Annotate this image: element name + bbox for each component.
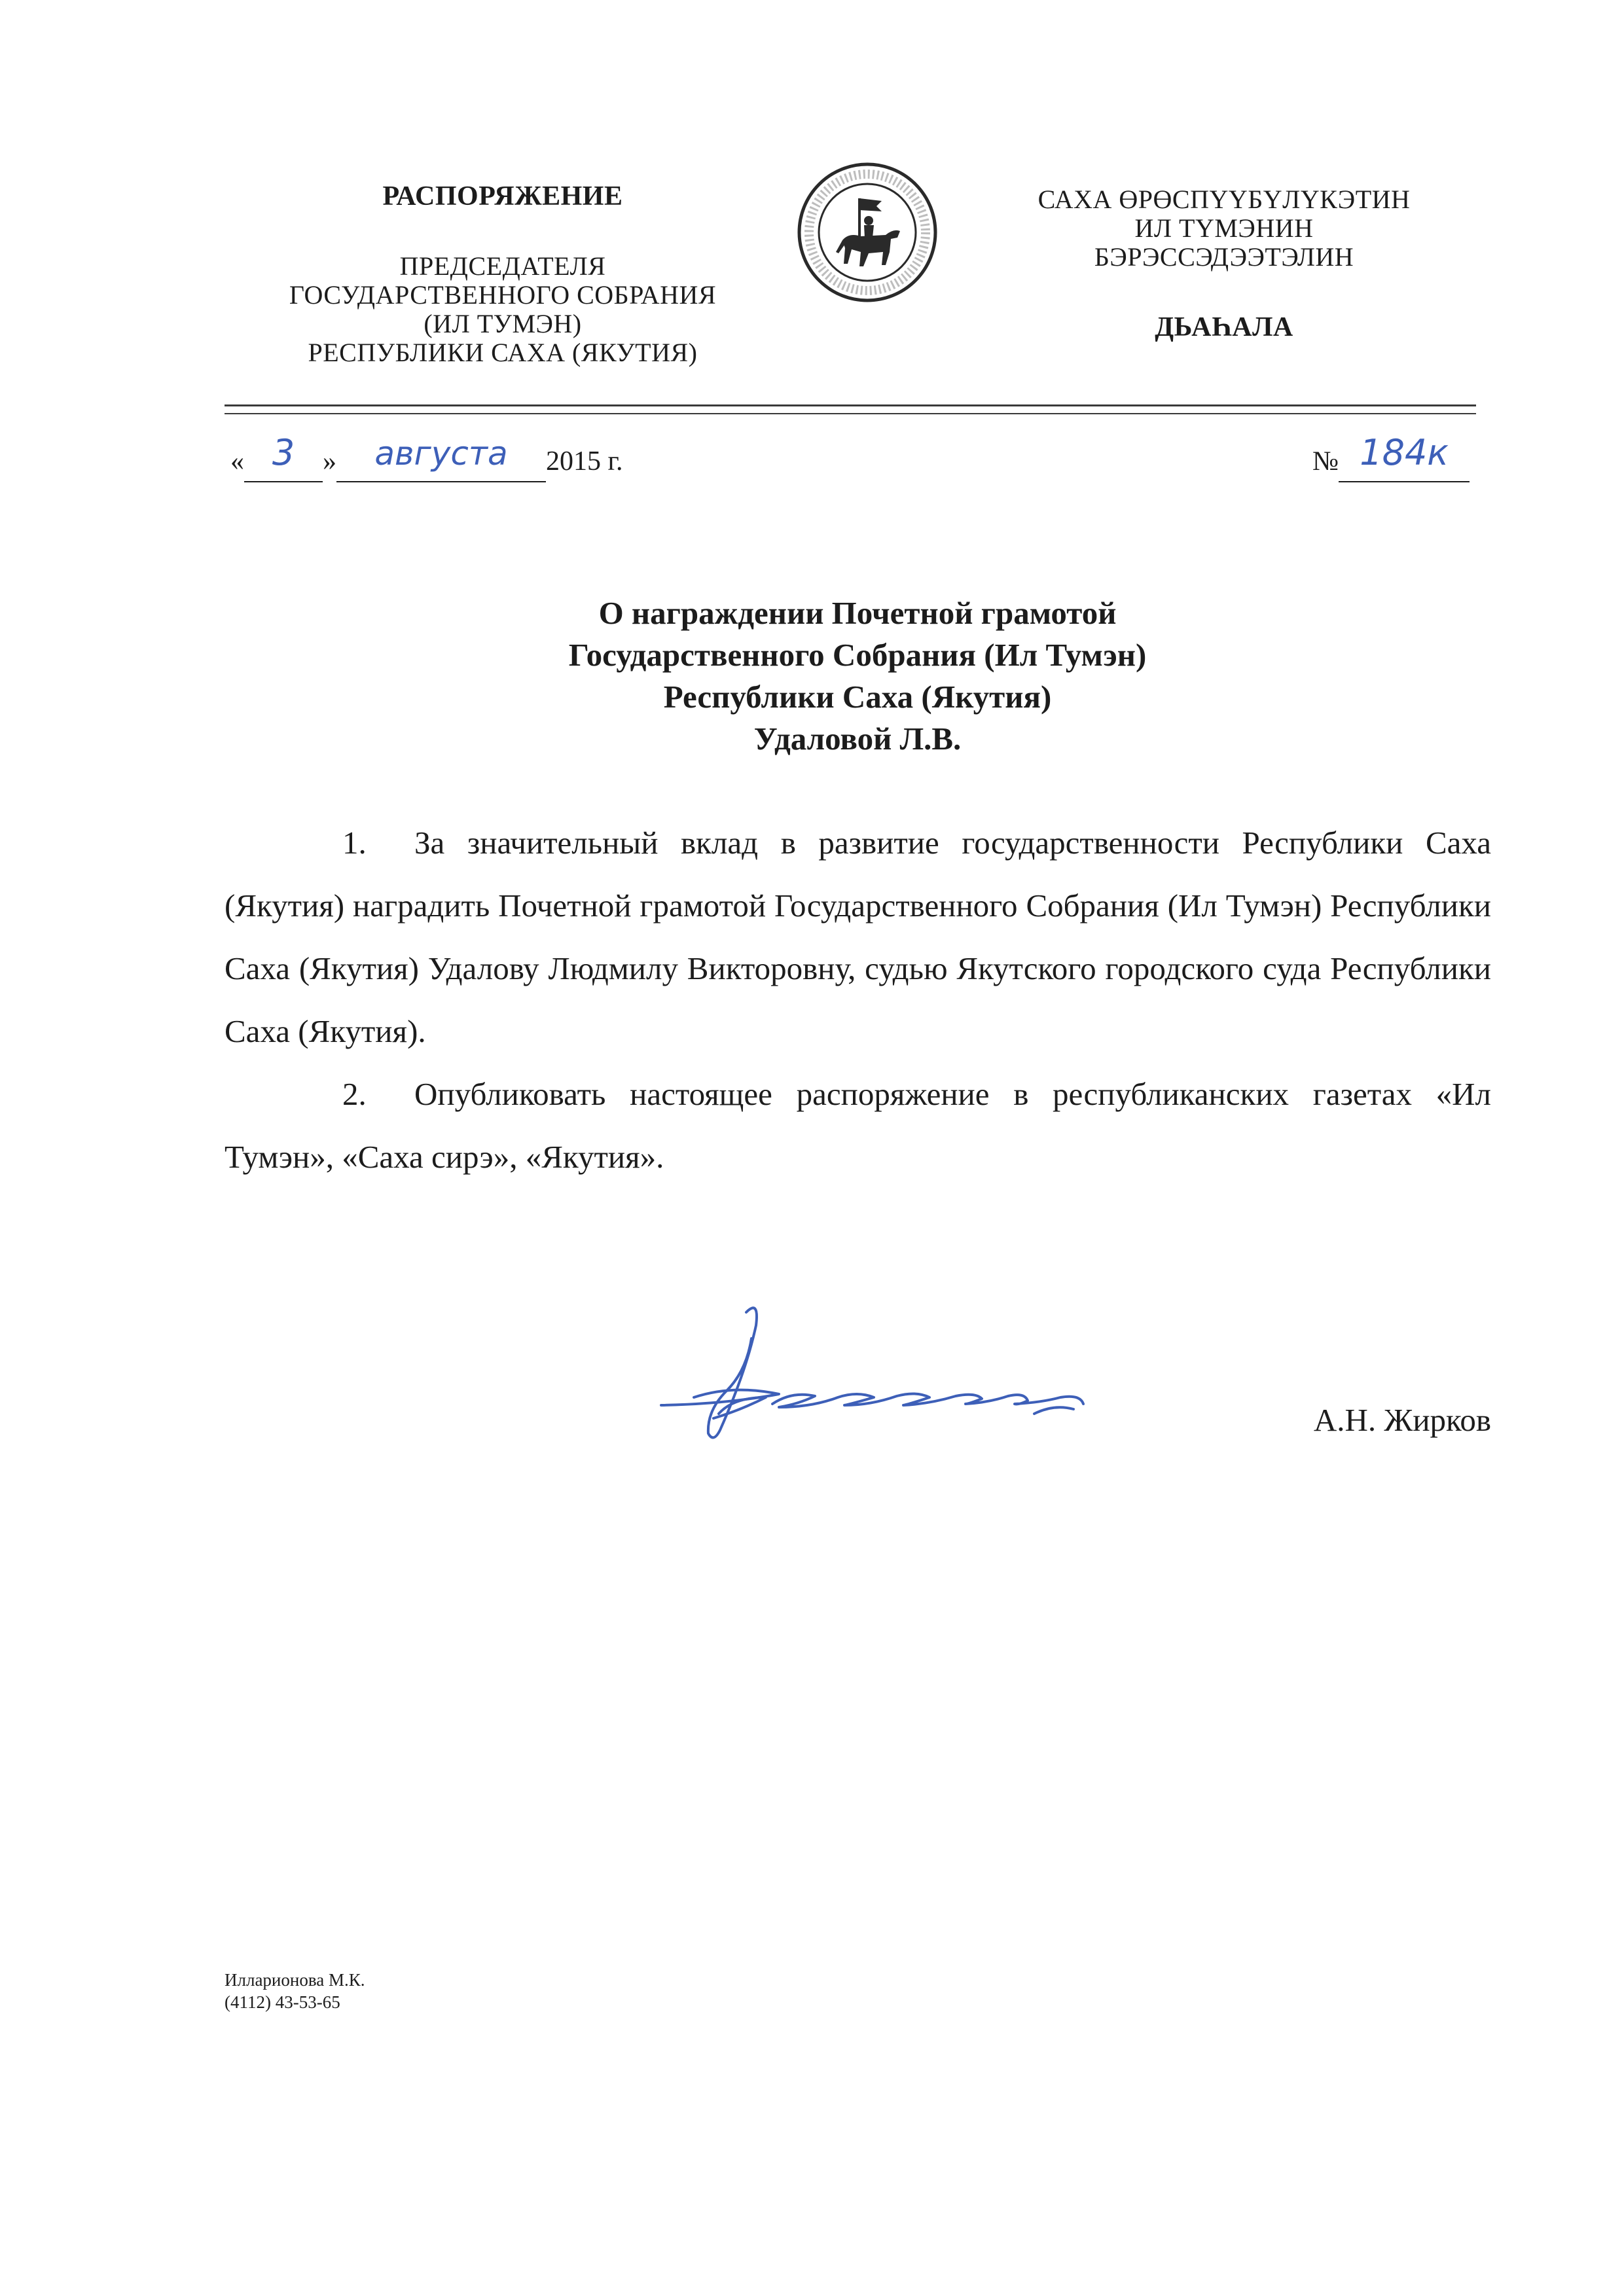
- title-line3: Республики Саха (Якутия): [663, 679, 1052, 715]
- order-title: [340, 592, 1375, 760]
- paragraph-1-number: 1.: [342, 825, 367, 861]
- date-month-field: [336, 435, 546, 482]
- signature-scribble: [648, 1299, 1093, 1456]
- issuer-ru-line3: (ИЛ ТУМЭН): [424, 309, 582, 338]
- header-divider-thin: [225, 413, 1476, 414]
- executor-phone: (4112) 43-53-65: [225, 1992, 340, 2012]
- doc-type-sakha: ДЬАҺАЛА: [1155, 312, 1293, 342]
- number-label: №: [1312, 446, 1339, 476]
- doc-type-ru: РАСПОРЯЖЕНИЕ: [382, 181, 623, 211]
- yakutia-emblem-icon: [795, 160, 939, 304]
- title-line2: Государственного Собрания (Ил Тумэн): [568, 637, 1147, 673]
- executor-block: [225, 1969, 365, 2013]
- date-quote-close: »: [323, 446, 336, 476]
- header-divider-thick: [225, 404, 1476, 406]
- paragraph-1-text: За значительный вклад в развитие государственности Республики Саха (Якутия) наградить Почетной грамотой Государственного Собрания (Ил Тумэн) Республики Саха (Якутия) Удалову Людмилу Викторовну, судью Якутского городского суда Республики Саха (Якутия).: [225, 825, 1491, 1049]
- issuer-sakha: [969, 185, 1479, 272]
- date-year: 2015 г.: [546, 446, 623, 476]
- order-body: [225, 812, 1491, 1189]
- date-day: 3: [272, 432, 295, 473]
- document-number: [1312, 432, 1470, 482]
- title-line4: Удаловой Л.В.: [753, 721, 962, 757]
- paragraph-1: [225, 812, 1491, 1063]
- title-line1: О награждении Почетной грамотой: [598, 595, 1117, 631]
- signatory-name: А.Н. Жирков: [1313, 1402, 1491, 1438]
- date-month: августа: [374, 435, 508, 473]
- number-field: [1339, 432, 1470, 482]
- issuer-sakha-line1: САХА ӨРӨСПҮҮБҮЛҮКЭТИН: [1038, 185, 1411, 214]
- issuer-ru-line4: РЕСПУБЛИКИ САХА (ЯКУТИЯ): [308, 338, 698, 367]
- issuer-ru-line2: ГОСУДАРСТВЕННОГО СОБРАНИЯ: [289, 280, 717, 310]
- paragraph-2: [225, 1063, 1491, 1189]
- number-value: 184к: [1360, 432, 1449, 473]
- issuer-sakha-line3: БЭРЭССЭДЭЭТЭЛИН: [1094, 242, 1354, 272]
- date-day-field: [244, 432, 323, 482]
- paragraph-2-number: 2.: [342, 1076, 367, 1112]
- document-date: [230, 432, 623, 482]
- date-quote-open: «: [230, 446, 244, 476]
- issuer-sakha-line2: ИЛ ТҮМЭНИН: [1134, 213, 1314, 243]
- issuer-ru: [225, 252, 781, 367]
- executor-name: Илларионова М.К.: [225, 1970, 365, 1990]
- issuer-ru-line1: ПРЕДСЕДАТЕЛЯ: [399, 251, 606, 281]
- paragraph-2-text: Опубликовать настоящее распоряжение в республиканских газетах «Ил Тумэн», «Саха сирэ», «Якутия».: [225, 1076, 1491, 1175]
